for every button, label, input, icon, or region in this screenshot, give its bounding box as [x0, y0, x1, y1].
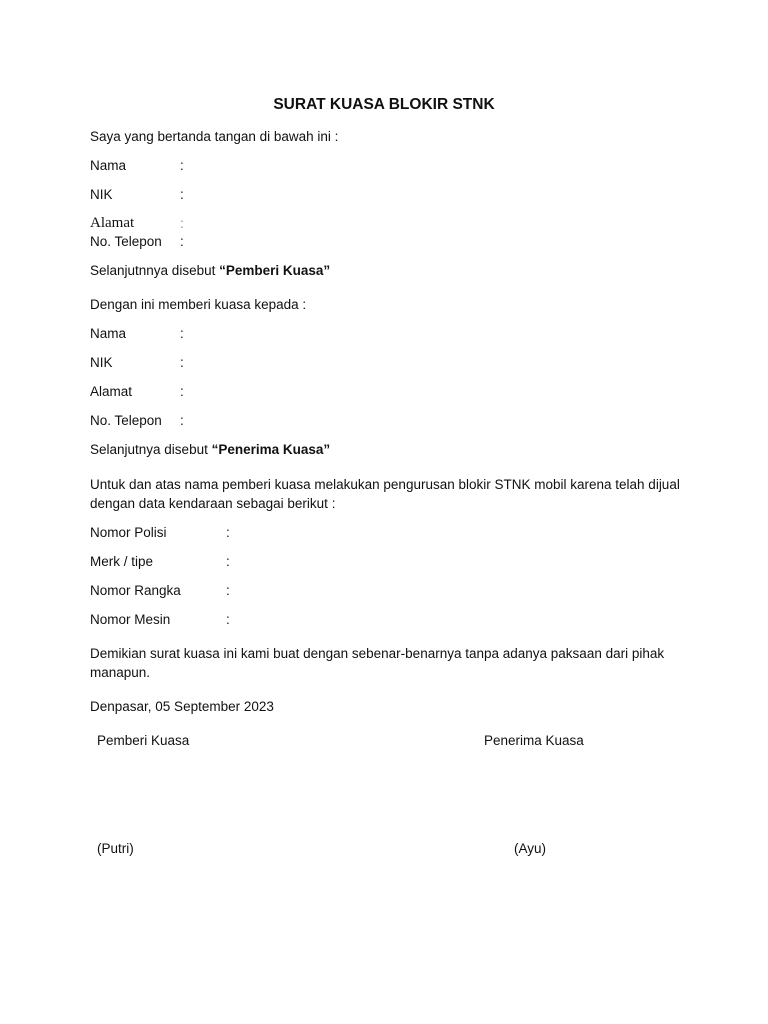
- grantee-designation-prefix: Selanjutnya disebut: [90, 442, 212, 457]
- grantee-designation: [90, 443, 330, 457]
- grantor-signature-role: Pemberi Kuasa: [97, 733, 190, 748]
- grantor-phone-colon: :: [180, 234, 184, 249]
- document-title: SURAT KUASA BLOKIR STNK: [273, 96, 495, 113]
- grantor-address-label: Alamat: [90, 215, 135, 231]
- closing-line-1: Demikian surat kuasa ini kami buat dengan sebenar-benarnya tanpa adanya paksaan dari pihak: [90, 646, 665, 661]
- grantor-phone-label: No. Telepon: [90, 234, 162, 249]
- grantor-address-colon: :: [180, 216, 184, 231]
- grantee-address-label: Alamat: [90, 384, 133, 399]
- grantor-nik-label: NIK: [90, 187, 113, 202]
- grantor-designation-term: “Pemberi Kuasa”: [219, 263, 331, 278]
- grant-intro-text: Dengan ini memberi kuasa kepada :: [90, 297, 307, 312]
- vehicle-brand-colon: :: [226, 554, 230, 569]
- vehicle-chassis-label: Nomor Rangka: [90, 583, 181, 598]
- grantee-name-label: Nama: [90, 326, 127, 341]
- vehicle-engine-label: Nomor Mesin: [90, 612, 171, 627]
- grantee-nik-label: NIK: [90, 355, 113, 370]
- vehicle-chassis-colon: :: [226, 583, 230, 598]
- purpose-line-2: dengan data kendaraan sebagai berikut :: [90, 496, 336, 511]
- grantor-signature-name: (Putri): [97, 841, 134, 856]
- grantee-phone-label: No. Telepon: [90, 413, 162, 428]
- grantor-name-colon: :: [180, 158, 184, 173]
- intro-text: Saya yang bertanda tangan di bawah ini :: [90, 129, 339, 144]
- vehicle-brand-label: Merk / tipe: [90, 554, 154, 569]
- vehicle-plate-label: Nomor Polisi: [90, 525, 167, 540]
- purpose-line-1: Untuk dan atas nama pemberi kuasa melakukan pengurusan blokir STNK mobil karena telah dijual: [90, 477, 680, 492]
- grantee-signature-role: Penerima Kuasa: [484, 733, 584, 748]
- grantor-designation-prefix: Selanjutnnya disebut: [90, 263, 220, 278]
- grantee-address-colon: :: [180, 384, 184, 399]
- grantee-phone-colon: :: [180, 413, 184, 428]
- grantee-designation-term: “Penerima Kuasa”: [211, 442, 331, 457]
- closing-line-2: manapun.: [90, 665, 151, 680]
- grantee-name-colon: :: [180, 326, 184, 341]
- grantee-signature-name: (Ayu): [514, 841, 547, 856]
- grantor-nik-colon: :: [180, 187, 184, 202]
- place-date: Denpasar, 05 September 2023: [90, 699, 274, 714]
- vehicle-engine-colon: :: [226, 612, 230, 627]
- vehicle-plate-colon: :: [226, 525, 230, 540]
- grantor-name-label: Nama: [90, 158, 127, 173]
- grantee-nik-colon: :: [180, 355, 184, 370]
- grantor-designation: [90, 264, 330, 278]
